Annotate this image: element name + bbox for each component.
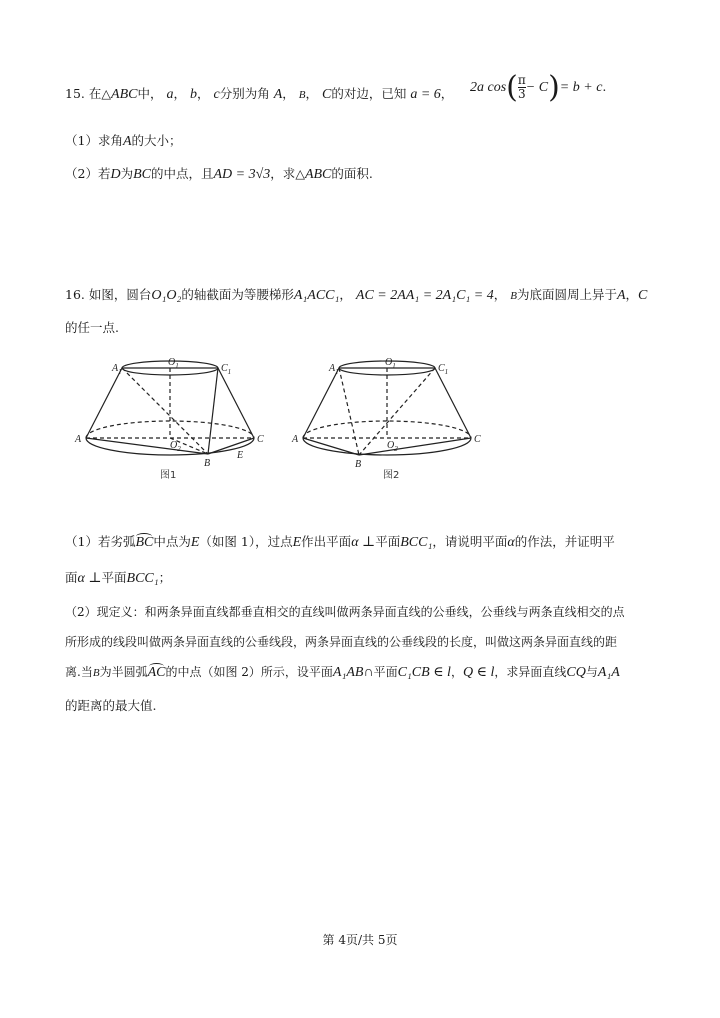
fig2-label-a: A — [292, 434, 299, 445]
q16-statement: 16. 如图，圆台O₁O₂的轴截面为等腰梯形A₁ACC₁， AC = 2AA₁ = 2A₁C₁ = 4， B为底面圆周上异于A，C — [65, 287, 648, 303]
fig2-line-ab — [303, 438, 359, 455]
fig1-line-c1b — [208, 368, 218, 454]
fig1-label-a: A — [75, 434, 82, 445]
q15-given-equation: 2a cos( $\frac{\pi}{3}$ − C)= b + c. — [470, 70, 607, 105]
page-footer: 第 4页/共 5页 — [322, 933, 398, 947]
fig1-label-c1: $C_1$ — [221, 363, 232, 376]
fig1-bottom-back-arc — [86, 421, 254, 438]
q16-statement-line2: 的任一点. — [65, 320, 119, 335]
q16-part1-line2: 面α ⊥平面BCC₁； — [65, 570, 172, 586]
fig1-label-e: E — [237, 450, 244, 461]
fig2-line-bc — [359, 438, 471, 455]
q15-statement: 15. 在△ABC中， a， b， c分别为角 A， B， C的对边，已知 a = 6， — [65, 86, 454, 102]
fig2-line-a1b — [339, 368, 359, 455]
fig2-label-o2: $O_2$ — [387, 440, 398, 453]
fig2-label-c1: $C_1$ — [438, 363, 449, 376]
fig2-label-o1: $O_1$ — [385, 357, 396, 370]
q16-part2-line3: 离.当B为半圆弧AC的中点（如图 2）所示，设平面A₁AB∩平面C₁CB ∈ l，Q ∈ l，求异面直线CQ与A₁A — [65, 665, 620, 680]
fig2-label-c: C — [474, 434, 481, 445]
q15-part2: （2）若D为BC的中点，且AD = 3√3，求△ABC的面积. — [65, 166, 373, 182]
figure-1-frustum — [70, 352, 280, 482]
fig2-label-b: B — [355, 459, 362, 470]
figure-2-frustum — [287, 352, 497, 482]
q15-part1: （1）求角A的大小； — [65, 133, 182, 149]
q16-part2-line4: 的距离的最大值. — [65, 698, 157, 713]
fig1-label-c: C — [257, 434, 264, 445]
fig2-label-a1: $A_1$ — [329, 363, 339, 376]
fig1-label-a1: $A_1$ — [112, 363, 122, 376]
q16-part1: （1）若劣弧BC中点为E（如图 1），过点E作出平面α ⊥平面BCC₁，请说明平面α的作法，并证明平 — [65, 534, 615, 550]
fig1-line-a1b — [122, 368, 208, 454]
fig1-label-o1: $O_1$ — [168, 357, 179, 370]
figure-2-caption: 图2 — [383, 470, 400, 481]
fig1-label-o2: $O_2$ — [170, 440, 181, 453]
q16-part2-line2: 所形成的线段叫做两条异面直线的公垂线段，两条异面直线的公垂线段的长度，叫做这两条异面直线的距 — [65, 635, 618, 649]
figure-1-caption: 图1 — [160, 470, 177, 481]
fig1-line-bc — [208, 438, 254, 454]
q16-part2-line1: （2）现定义：和两条异面直线都垂直相交的直线叫做两条异面直线的公垂线，公垂线与两条直线相交的点 — [65, 605, 625, 619]
fig1-label-b: B — [204, 458, 211, 469]
fig2-line-c1b — [359, 368, 435, 455]
